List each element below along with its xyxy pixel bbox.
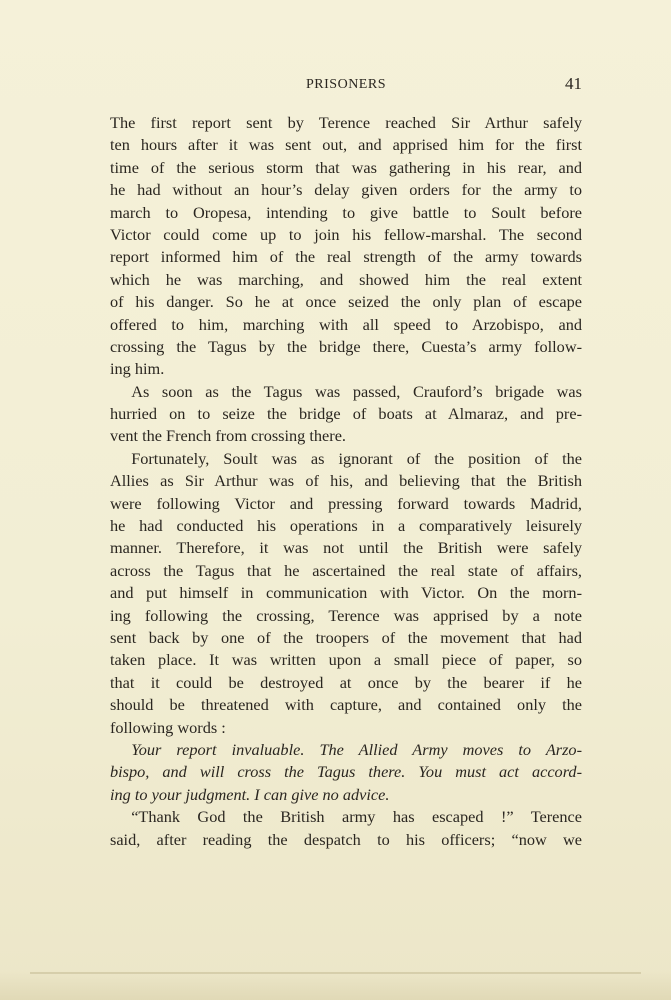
text-line: vent the French from crossing there. — [110, 426, 347, 446]
text-line: were following Victor and pressing forward towards Madrid, — [110, 493, 582, 513]
text-line: across the Tagus that he ascertained the real state of affairs, — [110, 560, 582, 580]
text-line: ing him. — [110, 359, 165, 379]
text-line: said, after reading the despatch to his officers; “now we — [110, 829, 582, 849]
text-line: should be threatened with capture, and contained only the — [110, 695, 582, 715]
text-line: and put himself in communication with Victor. On the morn- — [110, 583, 582, 603]
running-title: PRISONERS — [306, 77, 386, 92]
text-line: which he was marching, and showed him the real extent — [110, 269, 582, 289]
text-line: ing following the crossing, Terence was apprised by a note — [110, 605, 582, 625]
text-line: crossing the Tagus by the bridge there, Cuesta’s army follow- — [110, 336, 582, 356]
text-line: following words : — [110, 717, 226, 737]
page-number: 41 — [565, 74, 582, 93]
text-line: offered to him, marching with all speed to Arzobispo, and — [110, 314, 582, 334]
page-edge-shadow — [0, 970, 671, 1000]
quoted-line: bispo, and will cross the Tagus there. You must act accord- — [110, 762, 582, 782]
text-line: ten hours after it was sent out, and apprised him for the first — [110, 135, 582, 155]
text-line: sent back by one of the troopers of the movement that had — [110, 627, 582, 647]
text-line: hurried on to seize the bridge of boats at Almaraz, and pre- — [110, 404, 582, 424]
text-line: taken place. It was written upon a small piece of paper, so — [110, 650, 582, 670]
text-line: march to Oropesa, intending to give battle to Soult before — [110, 202, 582, 222]
quoted-line: Your report invaluable. The Allied Army moves to Arzo- — [131, 739, 582, 759]
text-line: manner. Therefore, it was not until the British were safely — [110, 538, 582, 558]
text-line: As soon as the Tagus was passed, Crauford’s brigade was — [131, 381, 582, 401]
text-line: that it could be destroyed at once by the bearer if he — [110, 672, 582, 692]
text-line: time of the serious storm that was gathering in his rear, and — [110, 157, 582, 177]
text-line: Victor could come up to join his fellow-marshal. The second — [110, 224, 582, 244]
running-head — [110, 74, 582, 96]
text-line: “Thank God the British army has escaped !” Terence — [131, 807, 582, 827]
text-line: Allies as Sir Arthur was of his, and believing that the British — [110, 471, 582, 491]
text-line: he had without an hour’s delay given orders for the army to — [110, 180, 582, 200]
text-line: he had conducted his operations in a comparatively leisurely — [110, 516, 582, 536]
text-line: The first report sent by Terence reached Sir Arthur safely — [110, 113, 582, 132]
text-line: Fortunately, Soult was as ignorant of the position of the — [131, 448, 582, 468]
text-line: report informed him of the real strength of the army towards — [110, 247, 582, 267]
text-line: of his danger. So he at once seized the only plan of escape — [110, 292, 582, 312]
body-text — [110, 112, 582, 851]
quoted-line: ing to your judgment. I can give no advice. — [110, 784, 390, 804]
